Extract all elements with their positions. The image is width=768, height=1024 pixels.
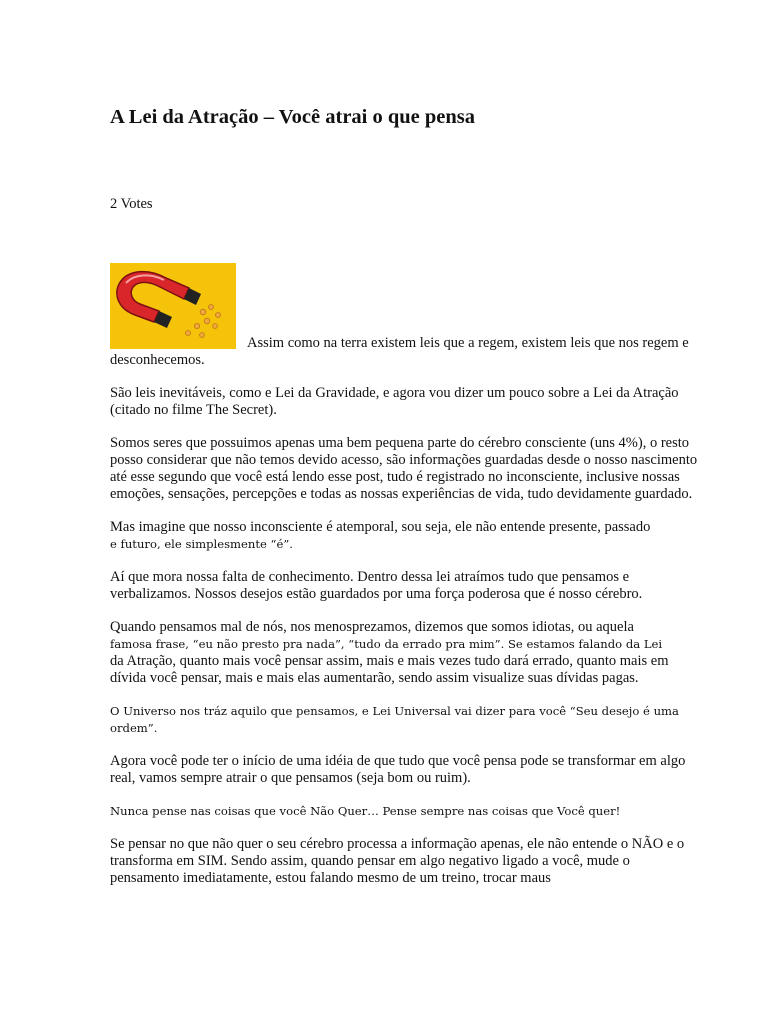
paragraph: O Universo nos tráz aquilo que pensamos, e Lei Universal vai dizer para você “Seu desejo é uma ordem”. bbox=[110, 704, 679, 735]
paragraph-text: Assim como na terra existem leis que a regem, existem leis que nos regem e desconhecemos. bbox=[110, 335, 689, 368]
paragraph: Se pensar no que não quer o seu cérebro processa a informação apenas, ele não entende o NÃO e o transforma em SIM. Sendo assim, quando pensar em algo negativo ligado a você, mude o pensamento imediatamente, estou falando mesmo de um treino, trocar maus bbox=[110, 836, 685, 886]
paragraph: Somos seres que possuimos apenas uma bem pequena parte do cérebro consciente (uns 4%), o resto posso considerar que não temos devido acesso, são informações guardadas desde o nosso nascimento até esse segundo que você está lendo esse post, tudo é registrado no inconsciente, inclusive nossas emoções, sensações, percepções e todas as nossas experiências de vida, tudo devidamente guardado. bbox=[110, 435, 698, 502]
article-title: A Lei da Atração – Você atrai o que pensa bbox=[110, 106, 476, 128]
article-body bbox=[110, 335, 700, 903]
paragraph: Nunca pense nas coisas que você Não Quer… Pense sempre nas coisas que Você quer! bbox=[110, 804, 621, 818]
paragraph-text: e futuro, ele simplesmente “é”. bbox=[110, 537, 293, 551]
paragraph-mixed bbox=[110, 519, 700, 553]
paragraph-text: da Atração, quanto mais você pensar assim, mais e mais vezes tudo dará errado, quanto mais em dívida você pensar, mais e mais elas aumentarão, sendo assim visualize suas dívidas pagas. bbox=[110, 653, 669, 686]
paragraph-text: famosa frase, “eu não presto pra nada”, “tudo da errado pra mim”. Se estamos falando da Lei bbox=[110, 637, 663, 651]
paragraph-intro bbox=[110, 335, 700, 369]
paragraph-text: Mas imagine que nosso inconsciente é atemporal, sou seja, ele não entende presente, passado bbox=[110, 519, 651, 535]
paragraph: São leis inevitáveis, como e Lei da Gravidade, e agora vou dizer um pouco sobre a Lei da Atração (citado no filme The Secret). bbox=[110, 385, 679, 418]
votes-count: 2 Votes bbox=[110, 196, 153, 212]
paragraph-mixed bbox=[110, 619, 700, 687]
paragraph: Aí que mora nossa falta de conhecimento. Dentro dessa lei atraímos tudo que pensamos e verbalizamos. Nossos desejos estão guardados por uma força poderosa que é nosso cérebro. bbox=[110, 569, 643, 602]
paragraph-text: Quando pensamos mal de nós, nos menosprezamos, dizemos que somos idiotas, ou aquela bbox=[110, 619, 634, 635]
paragraph: Agora você pode ter o início de uma idéia de que tudo que você pensa pode se transformar em algo real, vamos sempre atrair o que pensamos (seja bom ou ruim). bbox=[110, 753, 686, 786]
